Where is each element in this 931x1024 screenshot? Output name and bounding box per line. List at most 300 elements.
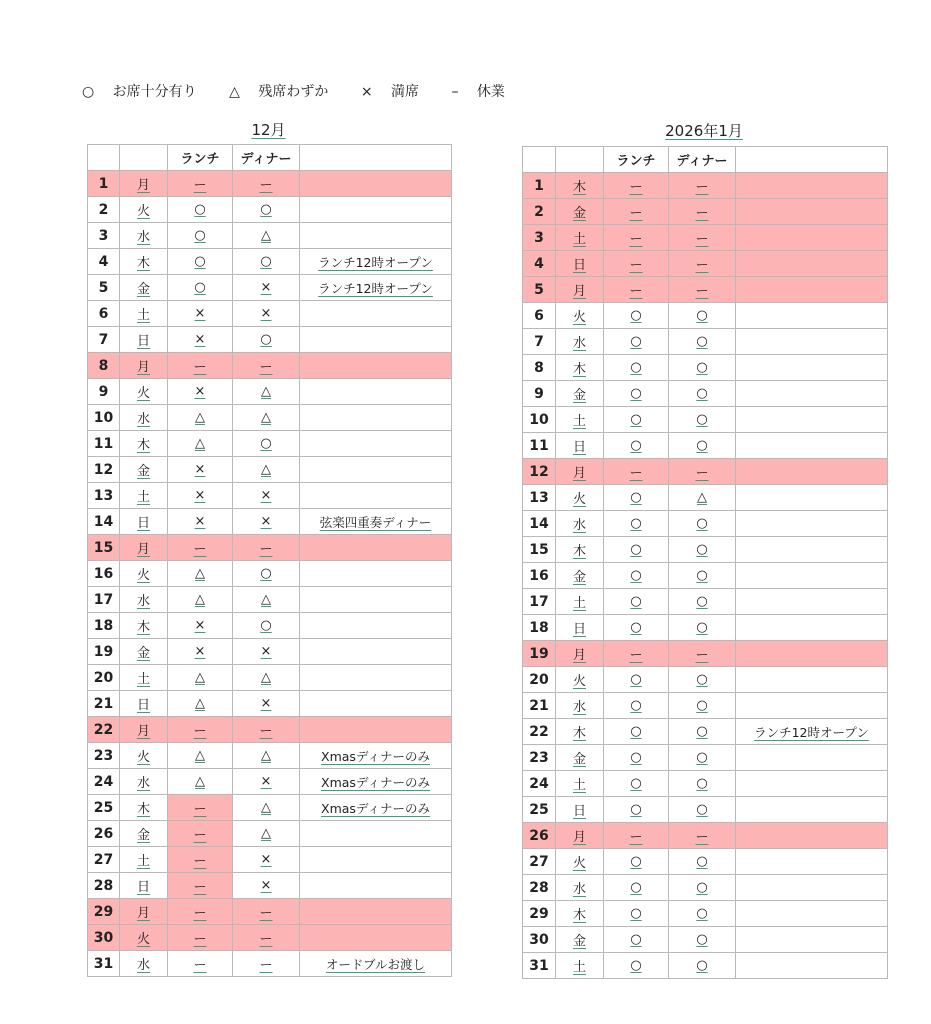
day-cell: 10 — [523, 407, 556, 433]
dinner-status-text: ー — [695, 830, 709, 845]
lunch-status — [168, 873, 233, 899]
legend — [82, 81, 533, 101]
dinner-status — [233, 639, 300, 665]
weekday-cell — [556, 771, 604, 797]
dinner-status-text: ○ — [696, 854, 708, 869]
day-cell: 13 — [523, 485, 556, 511]
table-row — [88, 639, 452, 665]
dinner-status-text: ー — [695, 466, 709, 481]
weekday-cell-text: 金 — [572, 206, 586, 221]
dinner-status-text: ○ — [260, 618, 272, 633]
day-cell: 4 — [523, 251, 556, 277]
weekday-cell-text: 火 — [136, 750, 150, 765]
day-cell: 13 — [88, 483, 120, 509]
january-title: 2026年1月 — [665, 122, 743, 140]
lunch-status-text: ○ — [194, 228, 206, 243]
table-row — [523, 381, 888, 407]
dinner-status-text: ○ — [696, 542, 708, 557]
lunch-status-text: ○ — [194, 280, 206, 295]
dinner-status — [669, 823, 736, 849]
weekday-cell — [556, 225, 604, 251]
lunch-status-text: ○ — [630, 854, 642, 869]
dinner-status-text: × — [260, 280, 272, 295]
lunch-status — [168, 639, 233, 665]
day-cell: 21 — [523, 693, 556, 719]
lunch-status — [168, 795, 233, 821]
note-cell — [736, 563, 888, 589]
dinner-status — [669, 329, 736, 355]
lunch-status-text: ー — [193, 932, 207, 947]
dinner-status-text: × — [260, 306, 272, 321]
weekday-cell-text: 水 — [572, 336, 586, 351]
weekday-cell-text: 日 — [572, 440, 586, 455]
table-row — [523, 797, 888, 823]
dinner-status — [233, 535, 300, 561]
dinner-status — [669, 277, 736, 303]
weekday-cell — [120, 743, 168, 769]
note-cell — [736, 277, 888, 303]
header-lunch: ランチ — [604, 147, 669, 173]
table-row — [88, 171, 452, 197]
note-cell — [300, 197, 452, 223]
lunch-status — [168, 379, 233, 405]
lunch-status — [604, 173, 669, 199]
legend-few-left: △ 残席わずか — [229, 84, 329, 100]
table-row — [523, 927, 888, 953]
lunch-status-text: ○ — [630, 750, 642, 765]
header-weekday — [120, 145, 168, 171]
table-row — [523, 693, 888, 719]
lunch-status — [168, 665, 233, 691]
table-row — [523, 199, 888, 225]
lunch-status-text: ー — [629, 258, 643, 273]
note-cell — [300, 691, 452, 717]
dinner-status-text: × — [260, 852, 272, 867]
dinner-status-text: △ — [261, 670, 271, 685]
lunch-status-text: ○ — [630, 776, 642, 791]
legend-closed: – 休業 — [451, 84, 505, 100]
weekday-cell — [120, 769, 168, 795]
dinner-status — [669, 615, 736, 641]
dinner-status-text: ー — [259, 906, 273, 921]
weekday-cell-text: 金 — [572, 570, 586, 585]
day-cell: 23 — [523, 745, 556, 771]
lunch-status-text: ○ — [194, 202, 206, 217]
lunch-status — [168, 327, 233, 353]
weekday-cell-text: 火 — [572, 674, 586, 689]
lunch-status — [604, 615, 669, 641]
lunch-status — [168, 925, 233, 951]
table-row — [88, 405, 452, 431]
lunch-status-text: ○ — [630, 802, 642, 817]
dinner-status-text: △ — [261, 410, 271, 425]
day-cell: 20 — [88, 665, 120, 691]
weekday-cell — [120, 405, 168, 431]
weekday-cell-text: 月 — [136, 724, 150, 739]
note-cell — [300, 795, 452, 821]
lunch-status — [168, 483, 233, 509]
table-row — [88, 769, 452, 795]
weekday-cell-text: 金 — [136, 646, 150, 661]
day-cell: 7 — [88, 327, 120, 353]
weekday-cell-text: 水 — [136, 412, 150, 427]
weekday-cell-text: 土 — [572, 960, 586, 975]
lunch-status — [168, 717, 233, 743]
weekday-cell — [120, 613, 168, 639]
lunch-status — [604, 433, 669, 459]
note-cell — [300, 509, 452, 535]
weekday-cell — [556, 875, 604, 901]
dinner-status — [669, 537, 736, 563]
note-cell — [736, 719, 888, 745]
weekday-cell — [120, 925, 168, 951]
note-cell — [736, 953, 888, 979]
lunch-status — [168, 535, 233, 561]
table-row — [88, 691, 452, 717]
dinner-status — [233, 431, 300, 457]
weekday-cell — [120, 483, 168, 509]
lunch-status-text: ー — [193, 958, 207, 973]
weekday-cell-text: 金 — [136, 464, 150, 479]
dinner-status-text: ー — [695, 232, 709, 247]
table-row — [523, 303, 888, 329]
weekday-cell — [556, 433, 604, 459]
weekday-cell — [120, 431, 168, 457]
lunch-status — [604, 485, 669, 511]
dinner-status-text: ○ — [696, 568, 708, 583]
day-cell: 17 — [88, 587, 120, 613]
weekday-cell-text: 火 — [572, 310, 586, 325]
weekday-cell-text: 日 — [136, 516, 150, 531]
weekday-cell-text: 水 — [136, 230, 150, 245]
note-cell — [736, 693, 888, 719]
dinner-status-text: ○ — [696, 620, 708, 635]
weekday-cell-text: 水 — [136, 776, 150, 791]
weekday-cell — [556, 641, 604, 667]
day-cell: 31 — [88, 951, 120, 977]
weekday-cell — [120, 379, 168, 405]
table-row — [88, 483, 452, 509]
weekday-cell — [120, 639, 168, 665]
weekday-cell — [120, 535, 168, 561]
table-row — [88, 301, 452, 327]
note-cell — [300, 275, 452, 301]
day-cell: 11 — [523, 433, 556, 459]
lunch-status — [604, 745, 669, 771]
dinner-status — [233, 457, 300, 483]
dinner-status-text: × — [260, 514, 272, 529]
note-cell — [736, 875, 888, 901]
weekday-cell-text: 木 — [136, 802, 150, 817]
day-cell: 26 — [88, 821, 120, 847]
day-cell: 16 — [523, 563, 556, 589]
dinner-status — [669, 199, 736, 225]
header-weekday — [556, 147, 604, 173]
lunch-status-text: ○ — [630, 438, 642, 453]
weekday-cell — [120, 327, 168, 353]
lunch-status-text: × — [194, 306, 206, 321]
dinner-status-text: × — [260, 696, 272, 711]
dinner-status-text: × — [260, 774, 272, 789]
weekday-cell-text: 土 — [572, 596, 586, 611]
note-cell — [736, 823, 888, 849]
table-row — [523, 745, 888, 771]
day-cell: 5 — [88, 275, 120, 301]
dinner-status — [233, 275, 300, 301]
note-cell — [736, 433, 888, 459]
note-cell — [300, 587, 452, 613]
dinner-status-text: ○ — [260, 332, 272, 347]
table-row — [523, 875, 888, 901]
weekday-cell — [120, 275, 168, 301]
dinner-status — [233, 821, 300, 847]
note-cell — [736, 407, 888, 433]
lunch-status — [168, 171, 233, 197]
dinner-status-text: ○ — [696, 906, 708, 921]
weekday-cell-text: 木 — [572, 726, 586, 741]
note-cell — [300, 249, 452, 275]
table-row — [523, 537, 888, 563]
weekday-cell — [556, 901, 604, 927]
lunch-status-text: ○ — [630, 360, 642, 375]
table-row — [523, 849, 888, 875]
lunch-status-text: ○ — [630, 958, 642, 973]
lunch-status — [168, 561, 233, 587]
lunch-status-text: △ — [195, 696, 205, 711]
lunch-status-text: ○ — [630, 568, 642, 583]
weekday-cell-text: 火 — [136, 568, 150, 583]
day-cell: 12 — [88, 457, 120, 483]
lunch-status-text: × — [194, 618, 206, 633]
header-note — [300, 145, 452, 171]
dinner-status-text: ○ — [696, 516, 708, 531]
lunch-status — [604, 511, 669, 537]
day-cell: 3 — [523, 225, 556, 251]
lunch-status-text: × — [194, 462, 206, 477]
weekday-cell-text: 水 — [136, 958, 150, 973]
table-row — [88, 431, 452, 457]
weekday-cell-text: 火 — [136, 386, 150, 401]
day-cell: 18 — [523, 615, 556, 641]
weekday-cell-text: 水 — [572, 882, 586, 897]
lunch-status — [168, 743, 233, 769]
dinner-status — [233, 691, 300, 717]
table-row — [88, 223, 452, 249]
dinner-status-text: ○ — [696, 334, 708, 349]
weekday-cell-text: 日 — [136, 334, 150, 349]
note-cell — [736, 641, 888, 667]
day-cell: 3 — [88, 223, 120, 249]
dinner-status — [669, 485, 736, 511]
table-row — [523, 901, 888, 927]
note-cell — [300, 873, 452, 899]
weekday-cell-text: 火 — [136, 204, 150, 219]
lunch-status-text: ○ — [630, 308, 642, 323]
dinner-status — [233, 249, 300, 275]
lunch-status — [604, 199, 669, 225]
dinner-status-text: ○ — [696, 438, 708, 453]
day-cell: 27 — [88, 847, 120, 873]
lunch-status-text: ○ — [630, 672, 642, 687]
day-cell: 9 — [523, 381, 556, 407]
day-cell: 15 — [88, 535, 120, 561]
dinner-status — [233, 769, 300, 795]
note-cell-text: ランチ12時オープン — [318, 254, 433, 270]
day-cell: 8 — [523, 355, 556, 381]
note-cell — [736, 615, 888, 641]
weekday-cell — [556, 953, 604, 979]
note-cell — [736, 797, 888, 823]
note-cell — [300, 353, 452, 379]
weekday-cell — [556, 511, 604, 537]
lunch-status-text: △ — [195, 566, 205, 581]
dinner-status-text: × — [260, 644, 272, 659]
weekday-cell — [556, 277, 604, 303]
dinner-status — [233, 613, 300, 639]
weekday-cell-text: 木 — [572, 908, 586, 923]
dinner-status-text: ○ — [260, 566, 272, 581]
lunch-status — [168, 847, 233, 873]
note-cell — [300, 379, 452, 405]
dinner-status — [669, 381, 736, 407]
dinner-status — [669, 745, 736, 771]
weekday-cell — [120, 509, 168, 535]
header-lunch: ランチ — [168, 145, 233, 171]
lunch-status — [604, 251, 669, 277]
weekday-cell — [556, 537, 604, 563]
day-cell: 4 — [88, 249, 120, 275]
table-row — [88, 509, 452, 535]
note-cell — [300, 717, 452, 743]
weekday-cell — [556, 745, 604, 771]
dinner-status — [233, 327, 300, 353]
weekday-cell-text: 金 — [136, 828, 150, 843]
lunch-status-text: ー — [193, 360, 207, 375]
lunch-status — [168, 457, 233, 483]
note-cell — [300, 431, 452, 457]
lunch-status-text: ー — [193, 802, 207, 817]
note-cell — [300, 743, 452, 769]
lunch-status-text: ー — [629, 466, 643, 481]
dinner-status-text: ー — [259, 360, 273, 375]
table-row — [523, 511, 888, 537]
day-cell: 2 — [523, 199, 556, 225]
weekday-cell — [556, 719, 604, 745]
note-cell — [736, 927, 888, 953]
lunch-status-text: △ — [195, 410, 205, 425]
dinner-status-text: ○ — [696, 724, 708, 739]
weekday-cell-text: 月 — [572, 466, 586, 481]
dinner-status-text: ○ — [696, 360, 708, 375]
dinner-status — [669, 589, 736, 615]
note-cell — [300, 899, 452, 925]
lunch-status-text: × — [194, 384, 206, 399]
dinner-status — [669, 771, 736, 797]
legend-available: ○ お席十分有り — [82, 84, 197, 100]
day-cell: 23 — [88, 743, 120, 769]
dinner-status — [669, 511, 736, 537]
lunch-status — [604, 823, 669, 849]
dinner-status-text: ー — [695, 284, 709, 299]
table-row — [88, 249, 452, 275]
lunch-status-text: △ — [195, 748, 205, 763]
dinner-status-text: ○ — [260, 436, 272, 451]
dinner-status — [233, 717, 300, 743]
lunch-status — [168, 899, 233, 925]
table-row — [523, 615, 888, 641]
weekday-cell-text: 金 — [136, 282, 150, 297]
weekday-cell-text: 日 — [136, 698, 150, 713]
day-cell: 29 — [88, 899, 120, 925]
weekday-cell — [120, 717, 168, 743]
lunch-status-text: ○ — [630, 334, 642, 349]
lunch-status-text: ー — [193, 828, 207, 843]
lunch-status-text: ー — [193, 178, 207, 193]
weekday-cell-text: 土 — [572, 778, 586, 793]
header-day — [88, 145, 120, 171]
weekday-cell-text: 月 — [572, 830, 586, 845]
lunch-status-text: △ — [195, 436, 205, 451]
note-cell-text: Xmasディナーのみ — [321, 800, 430, 816]
day-cell: 22 — [523, 719, 556, 745]
weekday-cell-text: 土 — [572, 414, 586, 429]
dinner-status-text: ○ — [696, 880, 708, 895]
lunch-status-text: ー — [193, 906, 207, 921]
weekday-cell-text: 火 — [572, 856, 586, 871]
day-cell: 25 — [88, 795, 120, 821]
lunch-status-text: ー — [629, 180, 643, 195]
lunch-status-text: ー — [629, 206, 643, 221]
lunch-status — [604, 459, 669, 485]
day-cell: 22 — [88, 717, 120, 743]
lunch-status — [168, 249, 233, 275]
lunch-status-text: ○ — [630, 386, 642, 401]
lunch-status-text: ○ — [630, 516, 642, 531]
lunch-status-text: × — [194, 488, 206, 503]
dinner-status — [233, 561, 300, 587]
dinner-status — [233, 509, 300, 535]
lunch-status — [604, 693, 669, 719]
day-cell: 28 — [88, 873, 120, 899]
table-row — [88, 587, 452, 613]
note-cell — [300, 951, 452, 977]
dinner-status-text: ー — [695, 180, 709, 195]
weekday-cell-text: 火 — [572, 492, 586, 507]
day-cell: 16 — [88, 561, 120, 587]
dinner-status-text: △ — [261, 462, 271, 477]
note-cell — [300, 223, 452, 249]
day-cell: 31 — [523, 953, 556, 979]
december-table — [87, 144, 452, 977]
lunch-status — [168, 275, 233, 301]
table-row — [523, 589, 888, 615]
lunch-status — [168, 509, 233, 535]
weekday-cell-text: 木 — [136, 256, 150, 271]
dinner-status-text: △ — [261, 592, 271, 607]
table-row — [88, 353, 452, 379]
weekday-cell-text: 土 — [136, 854, 150, 869]
weekday-cell — [120, 249, 168, 275]
weekday-cell-text: 月 — [136, 360, 150, 375]
lunch-status — [168, 821, 233, 847]
weekday-cell-text: 木 — [136, 620, 150, 635]
dinner-status — [669, 693, 736, 719]
lunch-status — [168, 405, 233, 431]
dinner-status-text: × — [260, 488, 272, 503]
weekday-cell — [120, 561, 168, 587]
dinner-status — [669, 641, 736, 667]
weekday-cell — [120, 457, 168, 483]
